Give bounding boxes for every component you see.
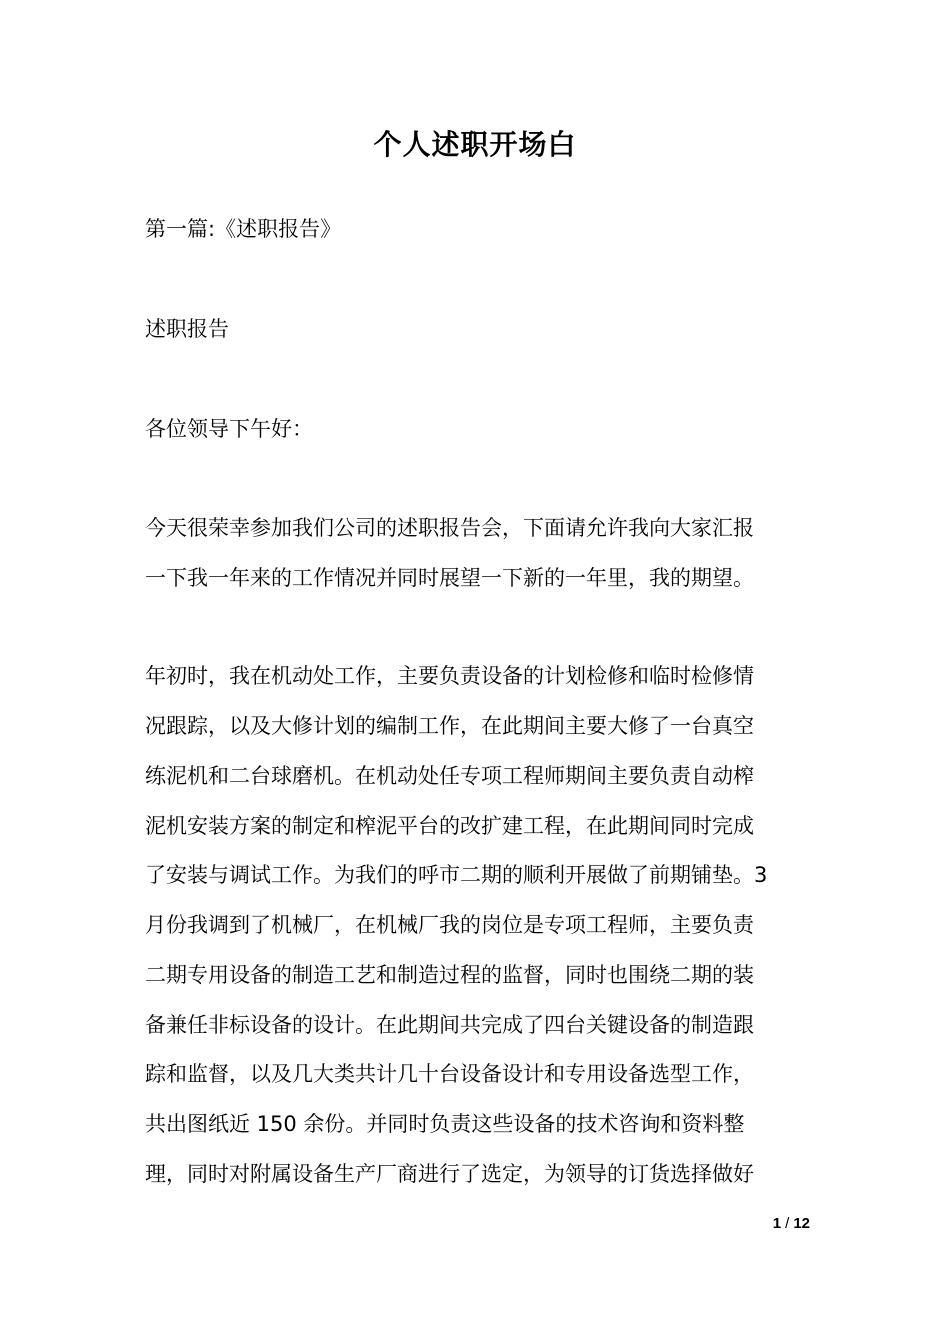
document-title: 个人述职开场白 (373, 128, 577, 161)
total-pages: 12 (793, 1215, 810, 1232)
page-separator: / (785, 1215, 790, 1232)
paragraph-line: 理，同时对附属设备生产厂商进行了选定，为领导的订货选择做好 (145, 1162, 754, 1186)
current-page: 1 (772, 1215, 782, 1232)
page-number (730, 1214, 810, 1234)
paragraph-line: 踪和监督，以及几大类共计几十台设备设计和专用设备选型工作， (145, 1062, 754, 1086)
paragraph-line: 月份我调到了机械厂，在机械厂我的岗位是专项工程师，主要负责 (145, 913, 754, 937)
section-heading: 第一篇:《述职报告》 (145, 217, 342, 241)
paragraph-line: 练泥机和二台球磨机。在机动处任专项工程师期间主要负责自动榨 (145, 764, 754, 788)
paragraph-line: 一下我一年来的工作情况并同时展望一下新的一年里，我的期望。 (145, 566, 754, 590)
paragraph-line: 二期专用设备的制造工艺和制造过程的监督，同时也围绕二期的装 (145, 963, 754, 987)
paragraph-line: 况跟踪，以及大修计划的编制工作，在此期间主要大修了一台真空 (145, 714, 754, 738)
paragraph-line: 共出图纸近 150 余份。并同时负责这些设备的技术咨询和资料整 (145, 1112, 745, 1136)
paragraph-line: 今天很荣幸参加我们公司的述职报告会，下面请允许我向大家汇报 (145, 516, 754, 540)
paragraph-line: 泥机安装方案的制定和榨泥平台的改扩建工程，在此期间同时完成 (145, 814, 754, 838)
report-title: 述职报告 (145, 317, 229, 341)
paragraph-line: 年初时，我在机动处工作，主要负责设备的计划检修和临时检修情 (145, 664, 754, 688)
paragraph-line: 了安装与调试工作。为我们的呼市二期的顺利开展做了前期铺垫。3 (145, 863, 768, 887)
paragraph-line: 备兼任非标设备的设计。在此期间共完成了四台关键设备的制造跟 (145, 1013, 754, 1037)
greeting: 各位领导下午好： (145, 417, 313, 441)
